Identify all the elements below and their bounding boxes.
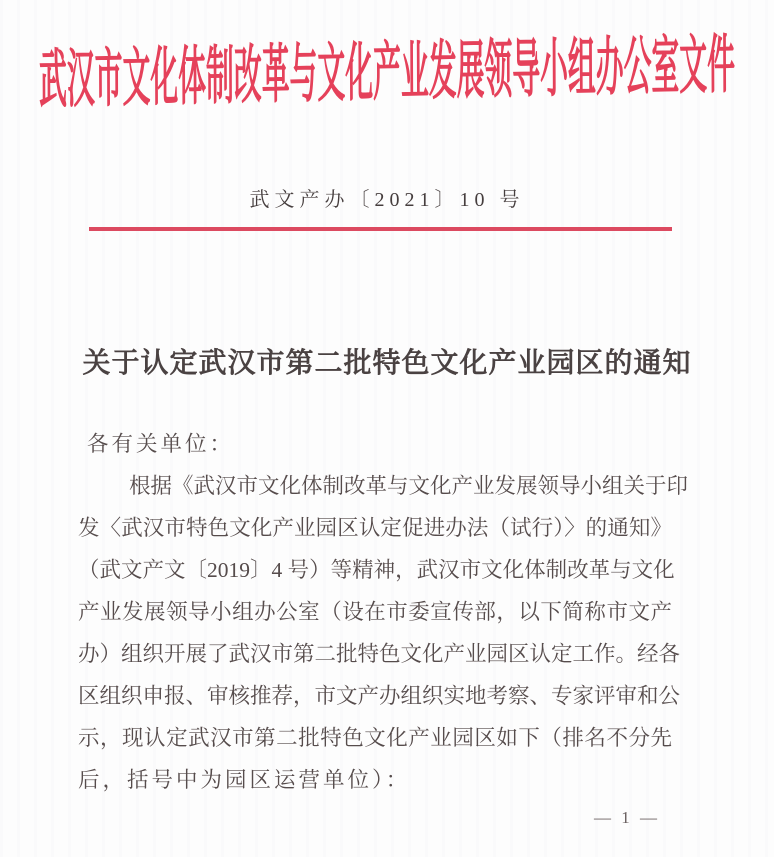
document-body xyxy=(78,423,689,801)
body-line: 根据《武汉市文化体制改革与文化产业发展领导小组关于印 xyxy=(129,474,689,498)
page-number: — 1 — xyxy=(594,808,660,827)
issuing-office-banner-text: 武汉市文化体制改革与文化产业发展领导小组办公室文件 xyxy=(38,28,736,116)
red-separator-rule xyxy=(89,227,672,231)
body-line: 示，现认定武汉市第二批特色文化产业园区如下（排名不分先 xyxy=(78,726,672,750)
body-line: 办）组织开展了武汉市第二批特色文化产业园区认定工作。经各 xyxy=(78,642,681,666)
document-title: 关于认定武汉市第二批特色文化产业园区的通知 xyxy=(82,348,692,379)
body-line: 发〈武汉市特色文化产业园区认定促进办法（试行）〉的通知》 xyxy=(78,516,672,540)
document-number: 武文产办〔2021〕10 号 xyxy=(249,189,525,211)
salutation-line: 各有关单位： xyxy=(87,432,235,456)
body-line: （武文产文〔2019〕4 号）等精神，武汉市文化体制改革与文化 xyxy=(78,558,675,582)
body-line: 产业发展领导小组办公室（设在市委宣传部，以下简称市文产 xyxy=(78,600,672,624)
red-header-banner xyxy=(0,28,774,116)
body-line: 区组织申报、审核推荐，市文产办组织实地考察、专家评审和公 xyxy=(78,684,681,708)
body-line: 后，括号中为园区运营单位）： xyxy=(78,768,411,792)
